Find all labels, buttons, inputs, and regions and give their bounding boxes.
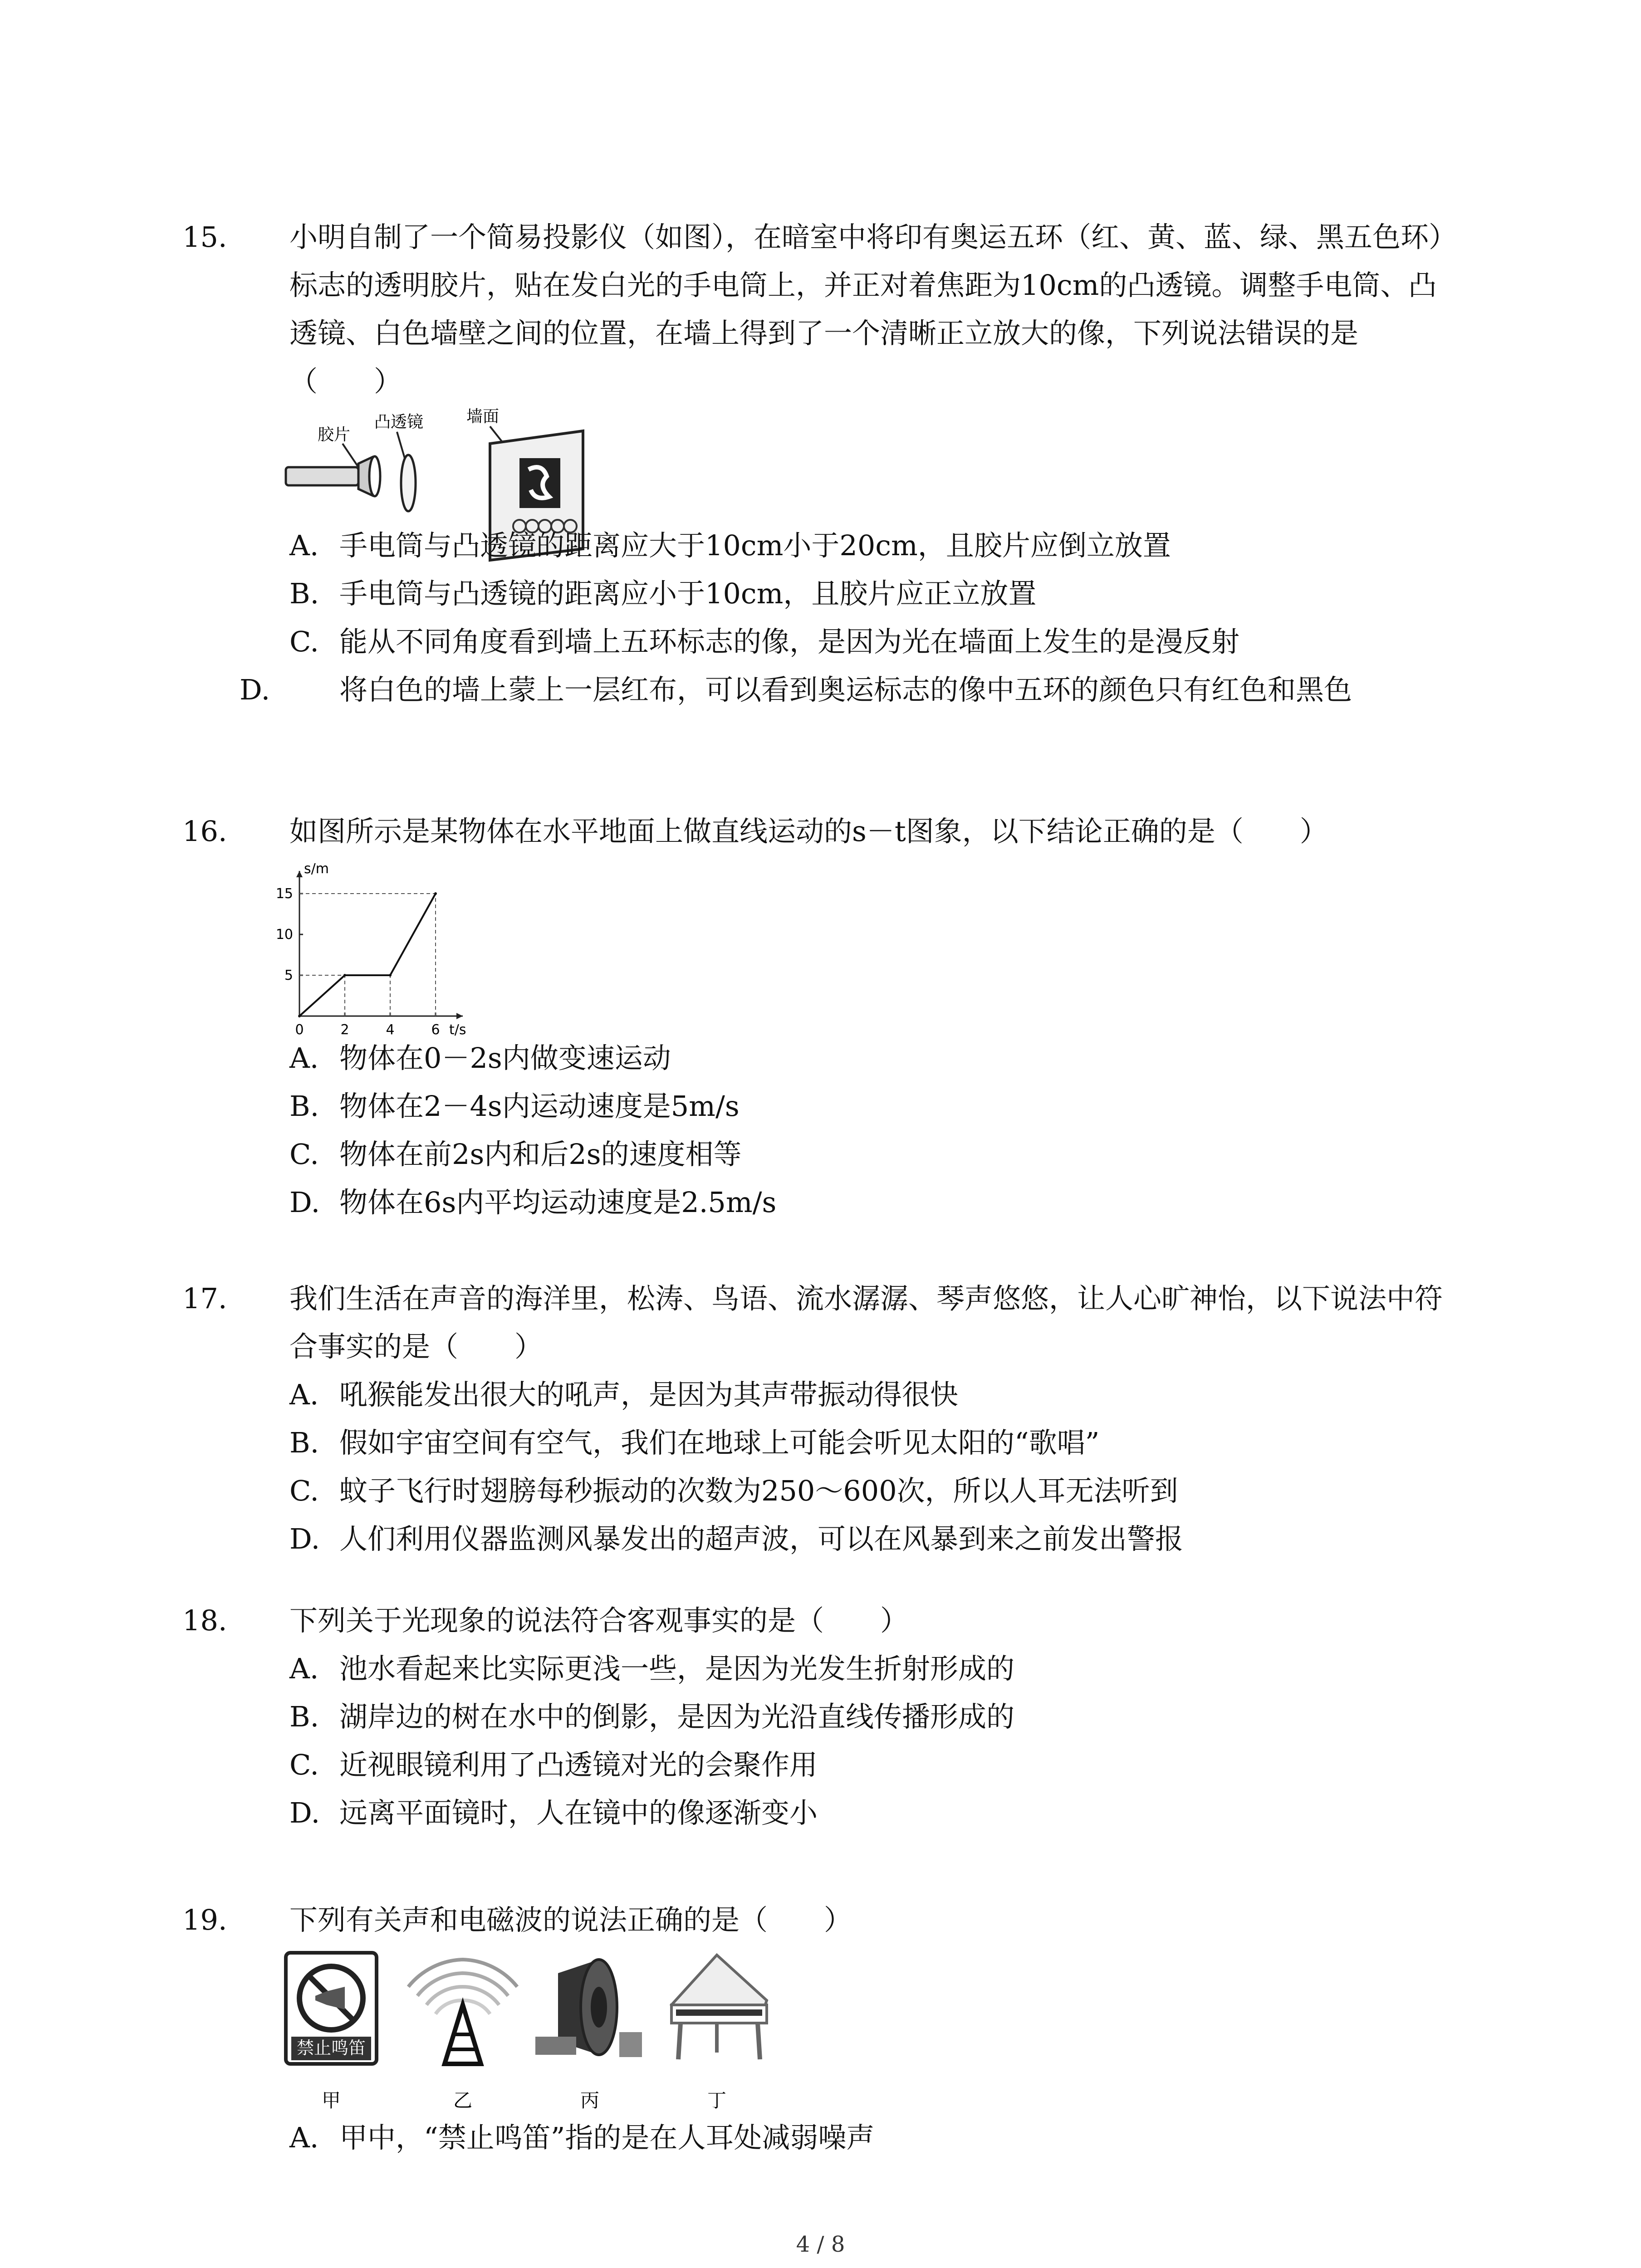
data-point xyxy=(389,974,392,977)
caption-jia: 甲 xyxy=(321,2089,341,2112)
y-tick-label: 5 xyxy=(284,968,293,983)
question-number: 19. xyxy=(182,1903,227,1936)
option-text: 物体在前2s内和后2s的速度相等 xyxy=(339,1138,742,1171)
piano xyxy=(671,1955,767,2059)
option-label: B. xyxy=(289,1090,319,1123)
s-t-chart xyxy=(259,862,513,1043)
option-label: C. xyxy=(289,1138,319,1171)
option-a[interactable] xyxy=(236,522,1452,570)
x-tick-label: 4 xyxy=(386,1022,395,1038)
option-b[interactable] xyxy=(236,1082,1452,1130)
option-label: B. xyxy=(289,577,319,610)
question-stem: 下列关于光现象的说法符合客观事实的是（ ） xyxy=(289,1604,909,1637)
option-c[interactable] xyxy=(236,618,1452,666)
x-axis-arrow xyxy=(456,1013,463,1019)
option-label: D. xyxy=(240,673,270,706)
option-label: C. xyxy=(289,1748,319,1781)
x-tick-label: 6 xyxy=(431,1022,440,1038)
option-text: 人们利用仪器监测风暴发出的超声波，可以在风暴到来之前发出警报 xyxy=(339,1522,1184,1555)
series-line xyxy=(299,894,436,1016)
option-text: 近视眼镜利用了凸透镜对光的会聚作用 xyxy=(339,1748,818,1781)
option-text: 蚊子飞行时翅膀每秒振动的次数为250～600次，所以人耳无法听到 xyxy=(339,1474,1178,1507)
x-axis-label: t/s xyxy=(449,1022,466,1038)
option-label: C. xyxy=(289,625,319,658)
convex-lens xyxy=(401,455,416,511)
option-label: A. xyxy=(289,529,319,562)
y-tick-label: 15 xyxy=(275,886,293,902)
option-text: 远离平面镜时，人在镜中的像逐渐变小 xyxy=(339,1796,818,1829)
question-number: 18. xyxy=(182,1604,227,1637)
caption-bing: 丙 xyxy=(580,2089,600,2112)
question-19-options xyxy=(236,2114,1452,2162)
flashlight-body xyxy=(286,467,358,485)
y-tick-label: 10 xyxy=(275,927,293,943)
no-horn-text: 禁止鸣笛 xyxy=(296,2038,366,2058)
no-horn-sign xyxy=(286,1953,377,2064)
option-c[interactable] xyxy=(236,1741,1452,1789)
data-point xyxy=(298,1015,301,1017)
option-a[interactable] xyxy=(236,1371,1452,1419)
x-tick-label: 0 xyxy=(295,1022,304,1038)
radio-tower xyxy=(408,1960,517,2064)
film xyxy=(369,456,380,496)
option-label: B. xyxy=(289,1700,319,1733)
option-label: D. xyxy=(289,1522,320,1555)
option-a[interactable] xyxy=(236,1034,1452,1082)
figure-label-film: 胶片 xyxy=(318,425,351,444)
y-axis-label: s/m xyxy=(304,862,329,877)
option-text: 物体在0－2s内做变速运动 xyxy=(339,1041,671,1075)
option-text: 吼猴能发出很大的吼声，是因为其声带振动得很快 xyxy=(339,1378,959,1411)
x-tick-label: 2 xyxy=(340,1022,349,1038)
question-16 xyxy=(182,807,1452,855)
question-15-options xyxy=(236,522,1452,714)
option-d[interactable] xyxy=(236,1515,1452,1563)
loudspeaker xyxy=(535,1960,642,2057)
option-text: 甲中，“禁止鸣笛”指的是在人耳处减弱噪声 xyxy=(339,2121,875,2154)
option-text: 物体在6s内平均运动速度是2.5m/s xyxy=(339,1186,777,1219)
option-text: 将白色的墙上蒙上一层红布，可以看到奥运标志的像中五环的颜色只有红色和黑色 xyxy=(339,673,1352,706)
question-16-options xyxy=(236,1034,1452,1227)
figure-label-lens: 凸透镜 xyxy=(374,413,424,431)
question-number: 15. xyxy=(182,220,227,254)
option-b[interactable] xyxy=(236,1693,1452,1741)
question-18 xyxy=(182,1597,1452,1837)
question-number: 16. xyxy=(182,815,227,848)
option-label: A. xyxy=(289,1652,319,1685)
question-17 xyxy=(182,1275,1452,1563)
question-stem: 小明自制了一个简易投影仪（如图），在暗室中将印有奥运五环（红、黄、蓝、绿、黑五色环）标志的透明胶片，贴在发白光的手电筒上，并正对着焦距为10cm的凸透镜。调整手电筒、凸透镜、白色墙壁之间的位置，在墙上得到了一个清晰正立放大的像，下列说法错误的是（ ） xyxy=(289,220,1443,398)
option-label: B. xyxy=(289,1426,319,1459)
y-axis-arrow xyxy=(296,871,303,877)
option-label: A. xyxy=(289,2121,319,2154)
question-stem: 下列有关声和电磁波的说法正确的是（ ） xyxy=(289,1903,852,1936)
option-a[interactable] xyxy=(236,1645,1452,1693)
caption-ding: 丁 xyxy=(707,2089,727,2112)
data-point xyxy=(434,892,437,895)
option-b[interactable] xyxy=(236,1419,1452,1467)
question-stem: 我们生活在声音的海洋里，松涛、鸟语、流水潺潺、琴声悠悠，让人心旷神怡，以下说法中符合事实的是（ ） xyxy=(289,1282,1443,1363)
option-text: 手电筒与凸透镜的距离应小于10cm，且胶片应正立放置 xyxy=(339,577,1037,610)
option-text: 能从不同角度看到墙上五环标志的像，是因为光在墙面上发生的是漫反射 xyxy=(339,625,1240,658)
option-label: A. xyxy=(289,1378,319,1411)
option-text: 物体在2－4s内运动速度是5m/s xyxy=(339,1090,740,1123)
data-point xyxy=(343,974,346,977)
page-number: 4 / 8 xyxy=(796,2232,845,2257)
question-number: 17. xyxy=(182,1282,227,1315)
question-19 xyxy=(182,1896,1452,1944)
option-label: D. xyxy=(289,1796,320,1829)
option-text: 湖岸边的树在水中的倒影，是因为光沿直线传播形成的 xyxy=(339,1700,1015,1733)
sound-figures xyxy=(281,1946,962,2118)
option-d[interactable] xyxy=(236,1789,1452,1837)
option-text: 池水看起来比实际更浅一些，是因为光发生折射形成的 xyxy=(339,1652,1015,1685)
option-a[interactable] xyxy=(236,2114,1452,2162)
option-c[interactable] xyxy=(236,1130,1452,1178)
question-stem: 如图所示是某物体在水平地面上做直线运动的s－t图象，以下结论正确的是（ ） xyxy=(289,815,1328,848)
figure-label-wall: 墙面 xyxy=(466,407,500,426)
option-d[interactable] xyxy=(236,1178,1452,1227)
question-15 xyxy=(182,213,1452,406)
option-c[interactable] xyxy=(236,1467,1452,1515)
option-d[interactable] xyxy=(236,666,1592,714)
option-label: A. xyxy=(289,1041,319,1075)
caption-yi: 乙 xyxy=(453,2089,473,2112)
option-label: D. xyxy=(289,1186,320,1219)
option-text: 假如宇宙空间有空气，我们在地球上可能会听见太阳的“歌唱” xyxy=(339,1426,1100,1459)
option-text: 手电筒与凸透镜的距离应大于10cm小于20cm，且胶片应倒立放置 xyxy=(339,529,1171,562)
option-b[interactable] xyxy=(236,570,1452,618)
option-label: C. xyxy=(289,1474,319,1507)
